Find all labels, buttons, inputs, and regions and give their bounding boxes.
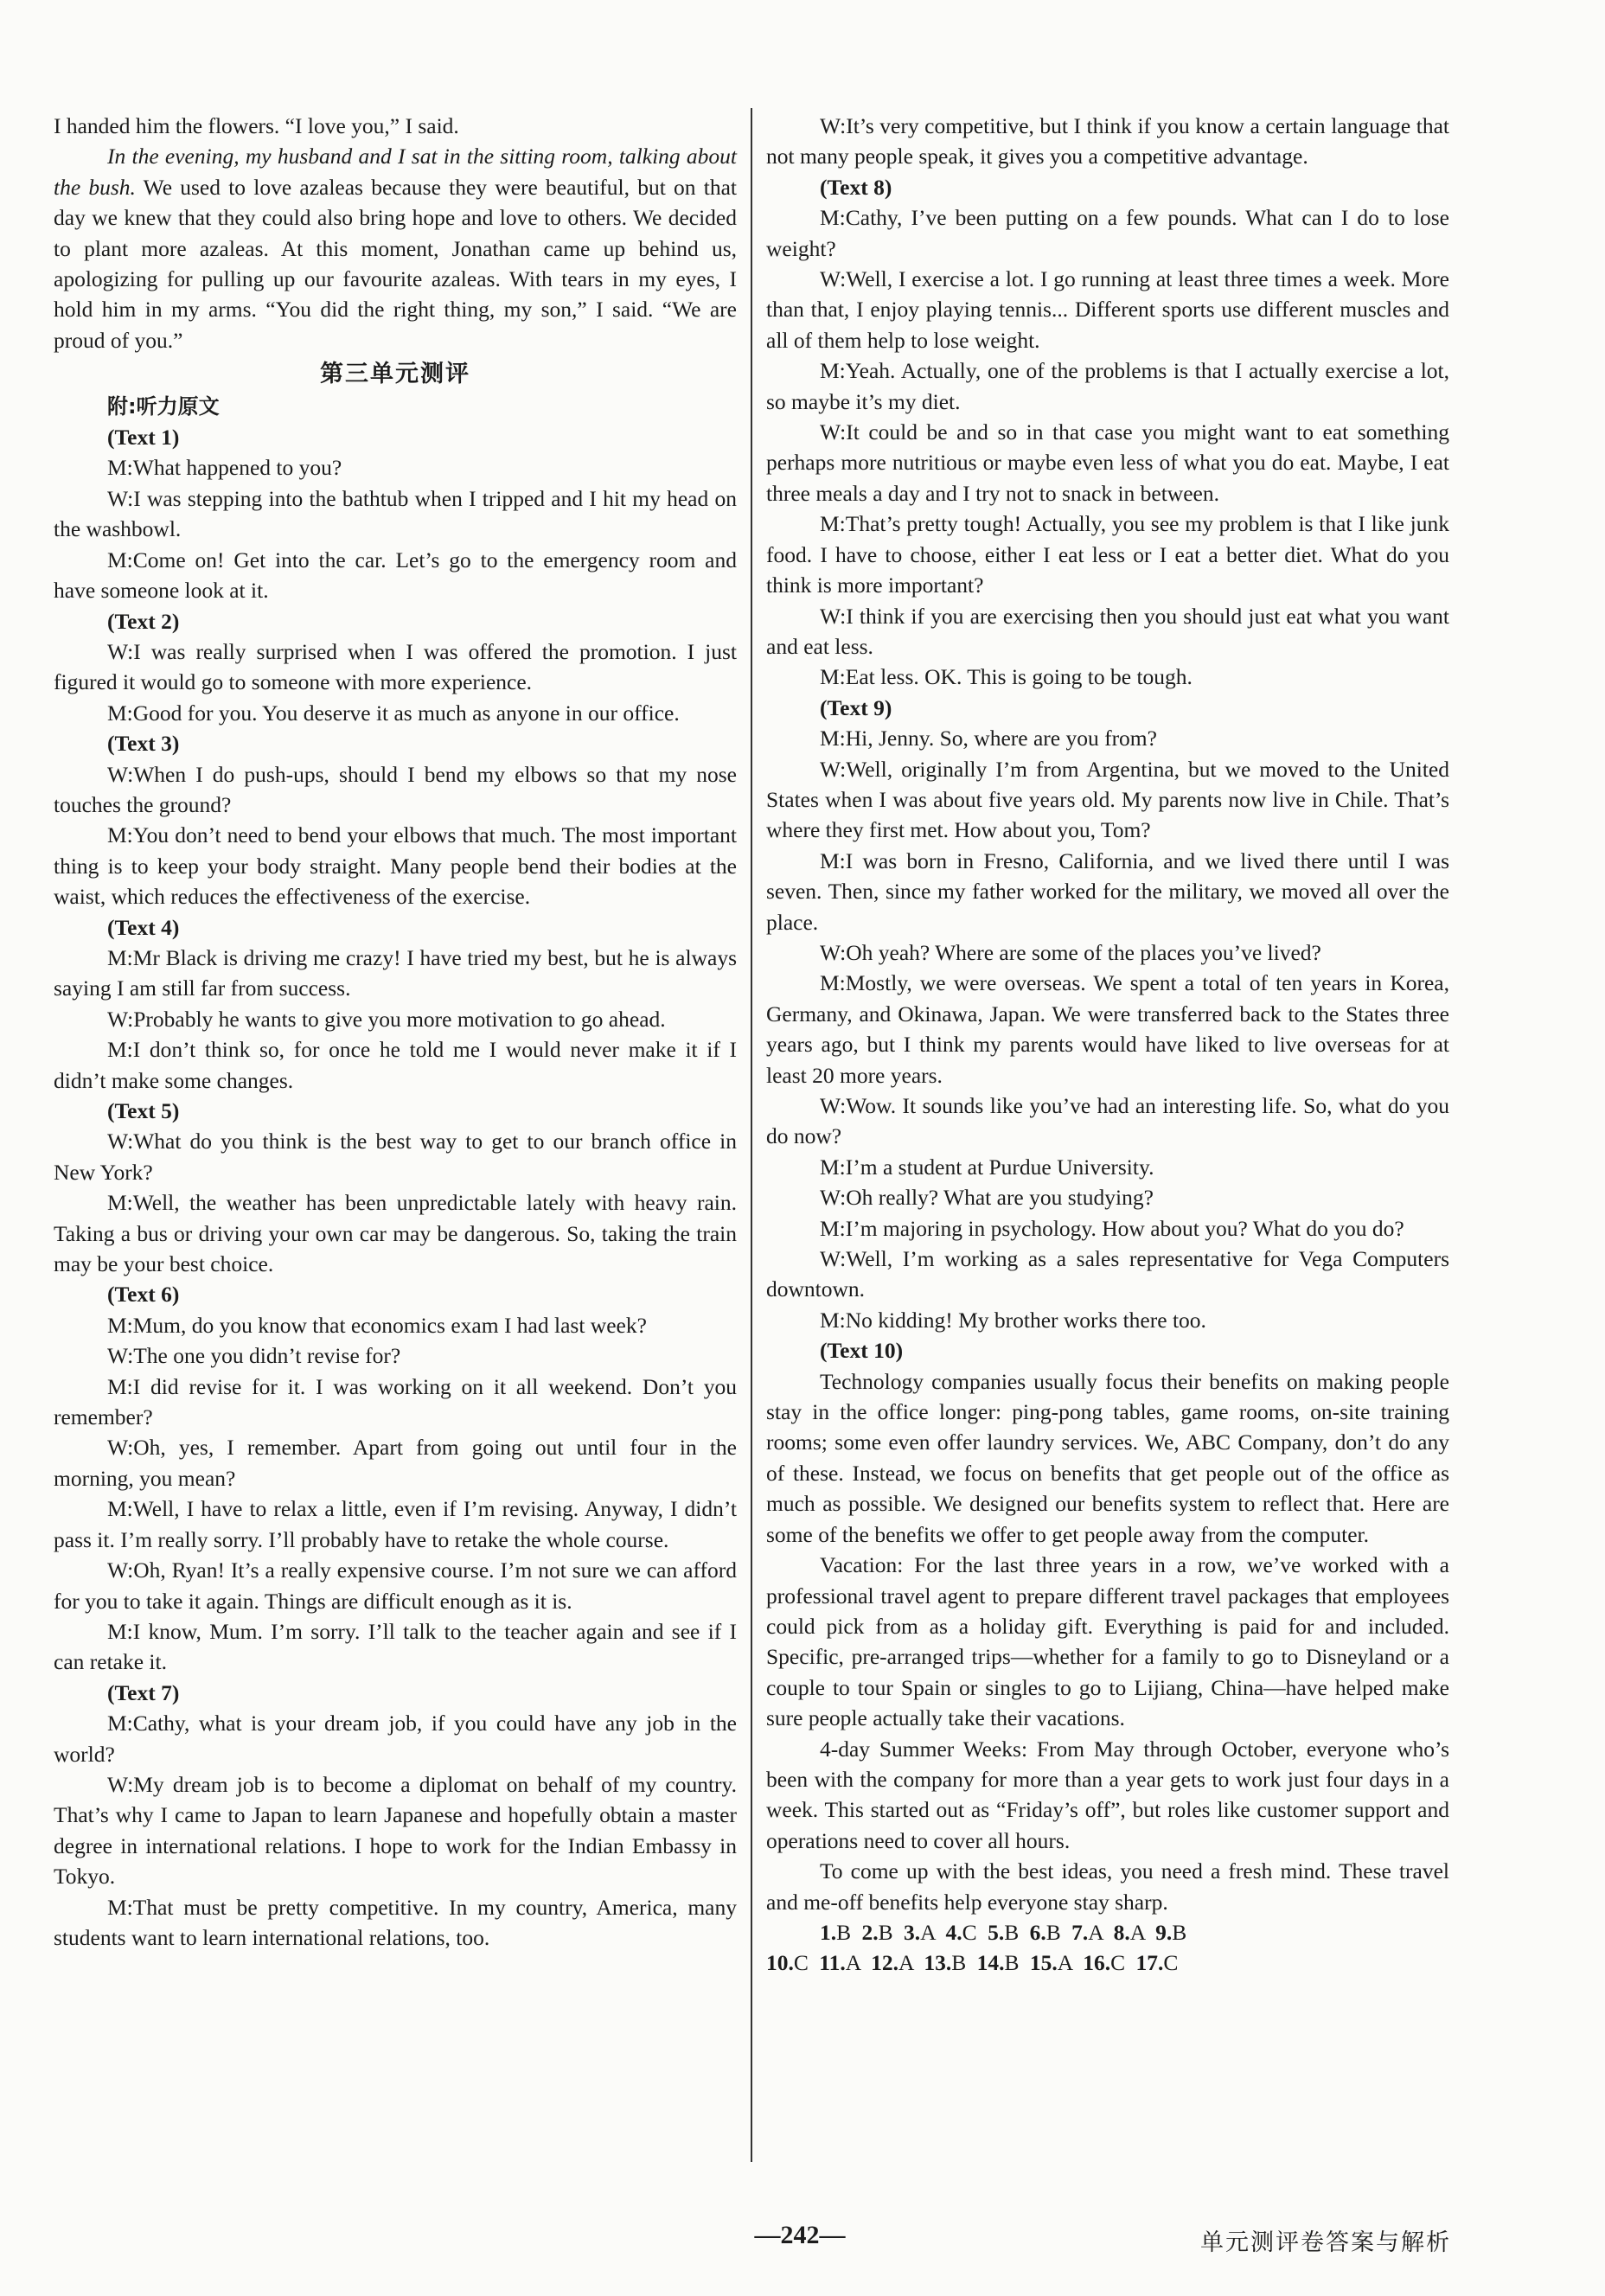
text-label: (Text 1) [107, 425, 180, 451]
answer-item: 15.A [1029, 1950, 1072, 1976]
answer-item: 10.C [766, 1950, 809, 1976]
dialogue-line: M:Mostly, we were overseas. We spent a total of ten years in Korea, Germany, and Okinawa, Japan. We were transferred back to the States three years ago, but I think my parents would have liked to live overseas for at least 20 more years. [766, 970, 1449, 1088]
dialogue-line: W:Well, I exercise a lot. I go running at least three times a week. More than that, I enjoy playing tennis... Different sports use different muscles and all of them help to lose weight. [766, 266, 1449, 353]
dialogue-line: W:It’s very competitive, but I think if you know a certain language that not many people speak, it gives you a competitive advantage. [766, 113, 1449, 169]
dialogue-line: M:What happened to you? [107, 455, 342, 481]
dialogue-line: M:That’s pretty tough! Actually, you see my problem is that I like junk food. I have to choose, either I eat less or I eat a better diet. What do you think is more important? [766, 511, 1449, 598]
passage-paragraph: To come up with the best ideas, you need a fresh mind. These travel and me-off benefits help everyone stay sharp. [766, 1858, 1449, 1915]
dialogue-line: M:Come on! Get into the car. Let’s go to the emergency room and have someone look at it. [54, 547, 737, 604]
dialogue-line: M:Cathy, what is your dream job, if you could have any job in the world? [54, 1711, 737, 1767]
right-column [766, 111, 1449, 1979]
dialogue-line: M:Good for you. You deserve it as much as anyone in our office. [107, 700, 680, 726]
dialogue-line: M:You don’t need to bend your elbows that much. The most important thing is to keep your body straight. Many people bend their bodies at the waist, which reduces the effectiveness of the exercise. [54, 822, 737, 910]
attach-label: 附:听力原文 [107, 393, 220, 419]
intro-paragraph [54, 141, 737, 355]
text-label: (Text 9) [820, 694, 892, 720]
dialogue-line: W:What do you think is the best way to get to our branch office in New York? [54, 1129, 737, 1185]
dialogue-line: M:No kidding! My brother works there too. [820, 1307, 1206, 1333]
dialogue-line: M:Well, the weather has been unpredictable lately with heavy rain. Taking a bus or driving your own car may be dangerous. So, taking the train may be your best choice. [54, 1190, 737, 1277]
answer-item: 9.B [1155, 1919, 1187, 1945]
passage-paragraph: Vacation: For the last three years in a row, we’ve worked with a professional travel agent to prepare different travel packages that employees could pick from as a holiday gift. Everything is paid for and included. Specific, pre-arranged trips—whether for a family to go to Disneyland or a couple to tour Spain or singles to go to Lijiang, China—have helped make sure people actually take their vacations. [766, 1552, 1449, 1731]
answer-item: 11.A [819, 1950, 860, 1976]
dialogue-line: W:Wow. It sounds like you’ve had an interesting life. So, what do you do now? [766, 1093, 1449, 1149]
answer-key-row-1 [766, 1917, 1449, 1947]
dialogue-line: W:Oh really? What are you studying? [820, 1185, 1154, 1211]
answer-key-row-2 [766, 1947, 1449, 1978]
dialogue-line: W:Well, originally I’m from Argentina, but we moved to the United States when I was about five years old. My parents now live in Chile. That’s where they first met. How about you, Tom? [766, 756, 1449, 843]
answer-item: 16.C [1083, 1950, 1126, 1976]
book-title: 单元测评卷答案与解析 [1200, 2229, 1451, 2256]
dialogue-line: M:I was born in Fresno, California, and we lived there until I was seven. Then, since my father worked for the military, we moved all over the place. [766, 847, 1449, 935]
dialogue-line: W:Oh yeah? Where are some of the places you’ve lived? [820, 939, 1321, 965]
dialogue-line: M:I’m a student at Purdue University. [820, 1154, 1154, 1180]
text-label: (Text 3) [107, 731, 180, 757]
passage-paragraph: 4-day Summer Weeks: From May through October, everyone who’s been with the company for more than a year gets to work just four days in a week. This started out as “Friday’s off”, but roles like customer support and operations need to cover all hours. [766, 1736, 1449, 1853]
dialogue-line: W:I was stepping into the bathtub when I tripped and I hit my head on the washbowl. [54, 485, 737, 542]
dialogue-line: M:Mr Black is driving me crazy! I have tried my best, but he is always saying I am still far from success. [54, 944, 737, 1001]
dialogue-line: M:Eat less. OK. This is going to be tough. [820, 664, 1193, 690]
answer-item: 17.C [1135, 1950, 1179, 1976]
intro-line: I handed him the flowers. “I love you,” I said. [54, 113, 459, 138]
dialogue-line: W:My dream job is to become a diplomat on behalf of my country. That’s why I came to Japan to learn Japanese and hopefully obtain a master degree in international relations. I hope to work for the Indian Embassy in Tokyo. [54, 1771, 737, 1890]
answer-item: 8.A [1113, 1919, 1145, 1945]
text-label: (Text 8) [820, 174, 892, 200]
dialogue-line: M:That must be pretty competitive. In my country, America, many students want to learn international relations, too. [54, 1894, 737, 1950]
answer-item: 13.B [924, 1950, 967, 1976]
column-divider [751, 108, 752, 2162]
dialogue-line: W:Well, I’m working as a sales representative for Vega Computers downtown. [766, 1246, 1449, 1302]
answer-item: 4.C [945, 1919, 977, 1945]
dialogue-line: M:Yeah. Actually, one of the problems is that I actually exercise a lot, so maybe it’s my diet. [766, 358, 1449, 414]
text-label: (Text 10) [820, 1338, 904, 1364]
text-label: (Text 7) [107, 1679, 180, 1705]
dialogue-line: M:Well, I have to relax a little, even if I’m revising. Anyway, I didn’t pass it. I’m really sorry. I’ll probably have to retake the whole course. [54, 1496, 737, 1552]
dialogue-line: M:Hi, Jenny. So, where are you from? [820, 726, 1157, 751]
dialogue-line: W:The one you didn’t revise for? [107, 1343, 401, 1369]
answer-item: 5.B [988, 1919, 1020, 1945]
dialogue-line: M:I don’t think so, for once he told me I would never make it if I didn’t make some changes. [54, 1037, 737, 1093]
dialogue-line: M:Mum, do you know that economics exam I had last week? [107, 1312, 647, 1338]
answer-item: 6.B [1029, 1919, 1061, 1945]
dialogue-line: W:Oh, Ryan! It’s a really expensive course. I’m not sure we can afford for you to take it again. Things are difficult enough as it is. [54, 1557, 737, 1614]
section-title: 第三单元测评 [320, 361, 470, 388]
answer-item: 3.A [904, 1919, 936, 1945]
answer-item: 7.A [1071, 1919, 1103, 1945]
dialogue-line: W:I was really surprised when I was offered the promotion. I just figured it would go to someone with more experience. [54, 638, 737, 695]
answer-item: 14.B [976, 1950, 1020, 1976]
dialogue-line: W:Probably he wants to give you more motivation to go ahead. [107, 1006, 666, 1032]
text-label: (Text 5) [107, 1098, 180, 1123]
dialogue-line: W:When I do push-ups, should I bend my elbows so that my nose touches the ground? [54, 761, 737, 817]
text-label: (Text 6) [107, 1282, 180, 1308]
intro-italic: In the evening, my husband and I sat in the sitting room, talking about the bush. [54, 144, 737, 200]
answer-item: 1.B [820, 1919, 852, 1945]
dialogue-line: M:I know, Mum. I’m sorry. I’ll talk to the teacher again and see if I can retake it. [54, 1618, 737, 1675]
page-number: —242— [754, 2221, 846, 2249]
text-label: (Text 2) [107, 608, 180, 634]
intro-rest: We used to love azaleas because they were beautiful, but on that day we knew that they could also bring hope and love to others. We decided to plant more azaleas. At this moment, Jonathan came up behind us, apologizing for pulling up our favourite azaleas. With tears in my eyes, I hold him in my arms. “You did the right thing, my son,” I said. “We are proud of you.” [54, 174, 737, 353]
dialogue-line: M:I’m majoring in psychology. How about you? What do you do? [820, 1215, 1404, 1241]
dialogue-line: W:It could be and so in that case you might want to eat something perhaps more nutritious or maybe even less of what you do eat. Maybe, I eat three meals a day and I try not to snack in between. [766, 419, 1449, 506]
dialogue-line: M:I did revise for it. I was working on it all weekend. Don’t you remember? [54, 1373, 737, 1430]
text-label: (Text 4) [107, 914, 180, 940]
answer-item: 2.B [861, 1919, 893, 1945]
dialogue-line: M:Cathy, I’ve been putting on a few pounds. What can I do to lose weight? [766, 205, 1449, 261]
left-column [54, 111, 737, 1953]
dialogue-line: W:Oh, yes, I remember. Apart from going out until four in the morning, you mean? [54, 1435, 737, 1491]
answer-item: 12.A [871, 1950, 914, 1976]
passage-paragraph: Technology companies usually focus their benefits on making people stay in the office longer: ping-pong tables, game rooms, on-site training rooms; some even offer laundry services. We, ABC Company, don’t do any of these. Instead, we focus on benefits that get people out of the office as much as possible. We designed our benefits system to reflect that. Here are some of the benefits we offer to get people away from the computer. [766, 1368, 1449, 1547]
dialogue-line: W:I think if you are exercising then you should just eat what you want and eat less. [766, 603, 1449, 659]
